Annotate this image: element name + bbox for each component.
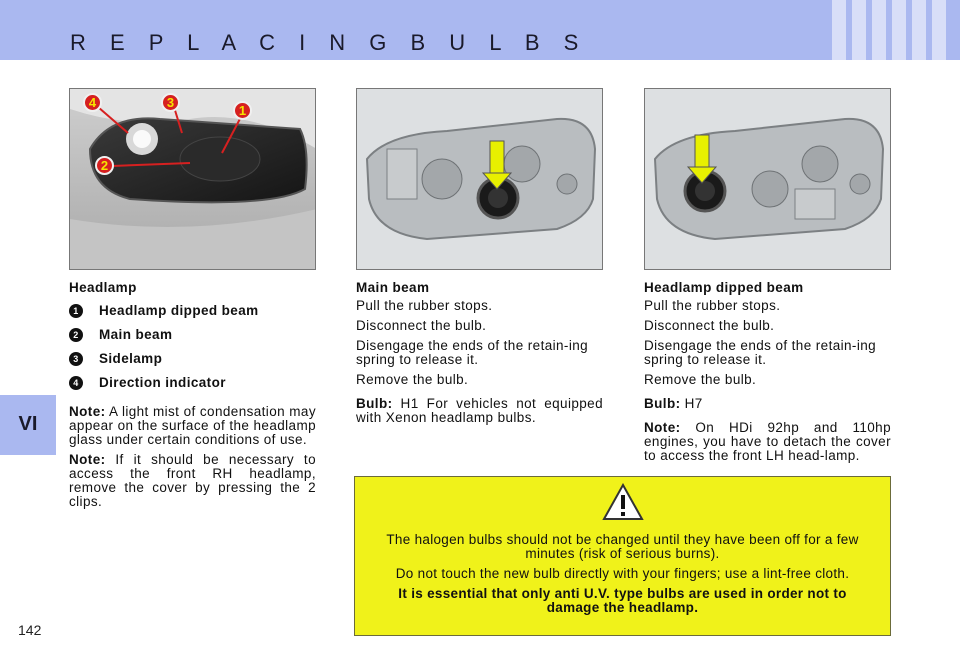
main-beam-photo (356, 88, 603, 270)
condensation-note: Note: A light mist of condensation may appear on the surface of the headlamp glass under certain conditions of use. (69, 404, 316, 447)
callout-4: 4 (83, 93, 102, 112)
page-header (0, 0, 960, 60)
dipped-beam-photo (644, 88, 891, 270)
legend-item (69, 323, 316, 347)
number-badge: 4 (69, 376, 83, 390)
legend-item (69, 371, 316, 395)
number-badge: 2 (69, 328, 83, 342)
legend-label: Direction indicator (99, 375, 226, 390)
warning-box (354, 476, 891, 636)
headlamp-heading: Headlamp (69, 280, 137, 295)
step: Pull the rubber stops. (644, 298, 781, 313)
chapter-label: VI (18, 413, 38, 435)
header-stripe (932, 0, 946, 60)
number-badge: 3 (69, 352, 83, 366)
rh-headlamp-note: Note: If it should be necessary to access the front RH headlamp, remove the cover by pressing the 2 clips. (69, 452, 316, 509)
callout-2: 2 (95, 156, 114, 175)
main-beam-column (356, 281, 603, 431)
page-number: 142 (18, 622, 42, 638)
step: Disconnect the bulb. (356, 318, 487, 333)
step: Disengage the ends of the retain-ing spring to release it. (644, 338, 877, 367)
header-stripe (872, 0, 886, 60)
warning-uv: It is essential that only anti U.V. type bulbs are used in order not to damage the headlamp. (398, 586, 847, 615)
headlamp-column (69, 281, 316, 515)
headlamp-photo (69, 88, 316, 270)
main-beam-heading: Main beam (356, 280, 430, 295)
legend-label: Sidelamp (99, 351, 163, 366)
warning-fingers: Do not touch the new bulb directly with your fingers; use a lint-free cloth. (395, 566, 850, 581)
header-stripe (912, 0, 926, 60)
legend-label: Headlamp dipped beam (99, 303, 259, 318)
header-stripe (892, 0, 906, 60)
chapter-tab (0, 395, 56, 455)
dipped-beam-column (644, 281, 891, 469)
callout-3: 3 (161, 93, 180, 112)
header-stripe (852, 0, 866, 60)
step: Remove the bulb. (644, 372, 757, 387)
legend-item (69, 299, 316, 323)
step: Disconnect the bulb. (644, 318, 775, 333)
bulb-type: Bulb: H7 (644, 396, 703, 411)
hdi-note: Note: On HDi 92hp and 110hp engines, you have to detach the cover to access the front LH head-lamp. (644, 420, 891, 463)
step: Pull the rubber stops. (356, 298, 493, 313)
number-badge: 1 (69, 304, 83, 318)
page-title: R E P L A C I N G B U L B S (70, 30, 588, 55)
callout-1: 1 (233, 101, 252, 120)
warning-burns: The halogen bulbs should not be changed until they have been off for a few minutes (risk of serious burns). (386, 532, 859, 561)
step: Remove the bulb. (356, 372, 469, 387)
step: Disengage the ends of the retain-ing spring to release it. (356, 338, 589, 367)
legend-label: Main beam (99, 327, 173, 342)
warning-icon (602, 483, 644, 521)
legend-item (69, 347, 316, 371)
bulb-type: Bulb: H1 For vehicles not equipped with Xenon headlamp bulbs. (356, 396, 603, 425)
header-stripes (832, 0, 946, 60)
header-stripe (832, 0, 846, 60)
dipped-beam-heading: Headlamp dipped beam (644, 280, 804, 295)
